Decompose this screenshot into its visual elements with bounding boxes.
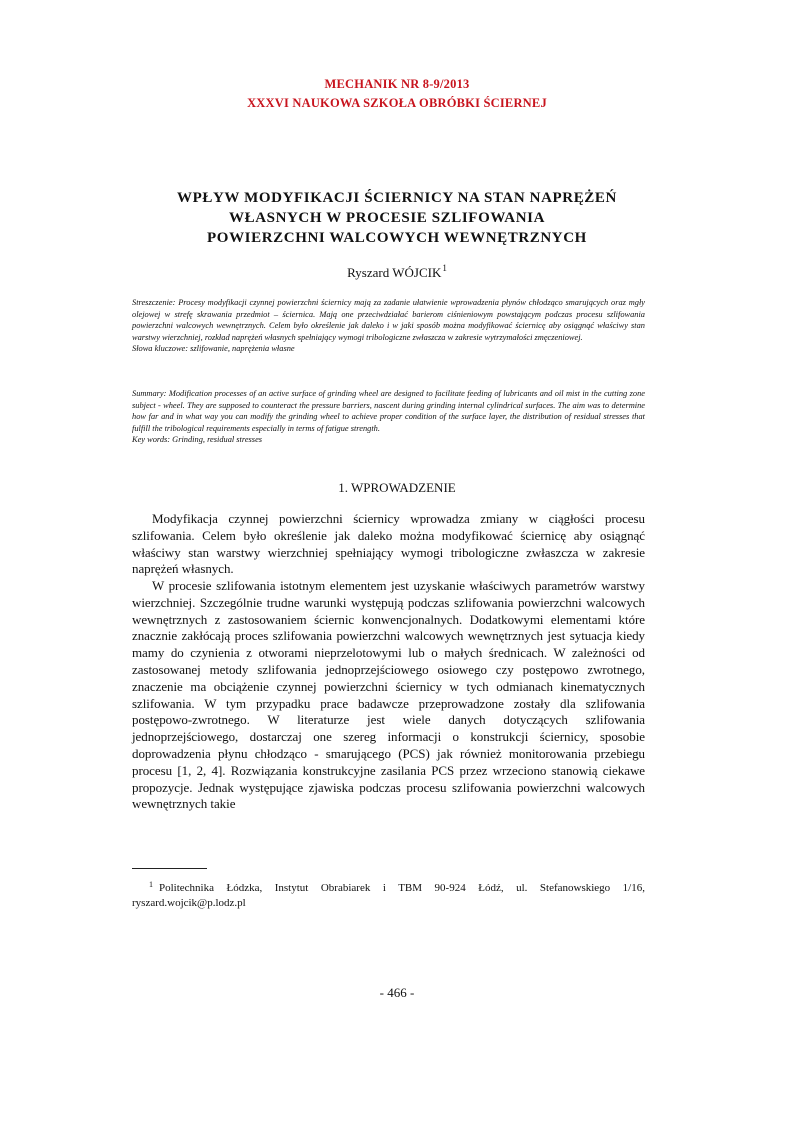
author-name: Ryszard WÓJCIK bbox=[347, 265, 442, 280]
footnote-text: Politechnika Łódzka, Instytut Obrabiarek i TBM 90-924 Łódź, ul. Stefanowskiego 1/16, ryszard.wojcik@p.lodz.pl bbox=[132, 882, 645, 909]
abstract-polish-text: Streszczenie: Procesy modyfikacji czynnej powierzchni ściernicy mają za zadanie ułatwienie wprowadzenia płynów chłodząco smarujących oraz mgły olejowej w strefę skrawania przedmiot – ściernica. Mają one przeciwdziałać barierom ciśnieniowym powstającym podczas procesu szlifowania powierzchni walcowych wewnętrznych. Celem było określenie jak daleko i w jaki sposób można modyfikować ściernicę aby osiągnąć właściwy stan warstwy wierzchniej, rozkład naprężeń własnych spełniający wymogi tribologiczne zwłaszcza w zakresie wytrzymałości zmęczeniowej. bbox=[132, 298, 645, 342]
footnote-separator bbox=[132, 868, 207, 869]
author-footnote-mark: 1 bbox=[442, 263, 447, 273]
abstract-english-text: Summary: Modification processes of an active surface of grinding wheel are designed to facilitate feeding of lubricants and oil mist in the cutting zone subject - wheel. They are supposed to counteract the pressure barriers, nascent during grinding internal cylindrical surfaces. The aim was to determine how far and in what way you can modify the grinding wheel to achieve proper condition of the surface layer, the distribution of residual stresses that fulfill the tribological requirements especially in terms of fatigue strength. bbox=[132, 389, 645, 433]
paper-title-line-1: WPŁYW MODYFIKACJI ŚCIERNICY NA STAN NAPRĘŻEŃ bbox=[177, 190, 617, 206]
page-number: - 466 - bbox=[379, 985, 415, 1000]
conference-name: XXXVI NAUKOWA SZKOŁA OBRÓBKI ŚCIERNEJ bbox=[247, 96, 547, 110]
body-paragraph-1: Modyfikacja czynnej powierzchni ściernicy wprowadza zmiany w ciągłości procesu szlifowania. Celem było określenie jak daleko można modyfikować ściernicę aby osiągnąć właściwy stan warstwy wierzchniej spełniający wymogi tribologiczne zwłaszcza w zakresie naprężeń własnych. bbox=[132, 511, 645, 577]
footnote-mark: 1 bbox=[149, 880, 153, 889]
abstract-polish bbox=[132, 297, 645, 355]
section-heading: 1. WPROWADZENIE bbox=[338, 480, 456, 495]
journal-name: MECHANIK NR 8-9/2013 bbox=[324, 77, 470, 91]
author-line bbox=[0, 263, 794, 281]
abstract-english bbox=[132, 388, 645, 446]
body-paragraph-2: W procesie szlifowania istotnym elementem jest uzyskanie właściwych parametrów warstwy wierzchniej. Szczególnie trudne warunki występują podczas szlifowania powierzchni walcowych wewnętrznych z zastosowaniem ściernic konwencjonalnych. Dodatkowymi elementami które znacznie zakłócają proces szlifowania powierzchni walcowych wewnętrznych jest sytuacja kiedy mamy do czynienia z otworami nieprzelotowymi lub o małych średnicach. W zależności od zastosowanej metody szlifowania jednoprzejściowego osiowego czy postępowo zwrotnego, znaczenie ma obciążenie czynnej powierzchni ściernicy w tych odmianach kinematycznych szlifowania. W tym przypadku prace badawcze przeprowadzone zostały dla szlifowania postępowo-zwrotnego. W literaturze jest wiele danych dotyczących szlifowania jednoprzejściowego, dostarczaj one szereg informacji o konstrukcji ściernicy, sposobie doprowadzenia płynu chłodząco - smarującego (PCS) jak również monitorowania przebiegu procesu [1, 2, 4]. Rozwiązania konstrukcyjne zasilania PCS przez wrzeciono stanowią ciekawe propozycje. Jednak występujące zjawiska podczas procesu szlifowania powierzchni walcowych wewnętrznych takie bbox=[132, 578, 645, 812]
keywords-english: Key words: Grinding, residual stresses bbox=[132, 435, 263, 444]
paper-title-line-3: POWIERZCHNI WALCOWYCH WEWNĘTRZNYCH bbox=[207, 230, 587, 246]
keywords-polish: Słowa kluczowe: szlifowanie, naprężenia własne bbox=[132, 344, 295, 353]
paper-title-line-2: WŁASNYCH W PROCESIE SZLIFOWANIA bbox=[228, 210, 546, 226]
footnote bbox=[132, 877, 645, 911]
